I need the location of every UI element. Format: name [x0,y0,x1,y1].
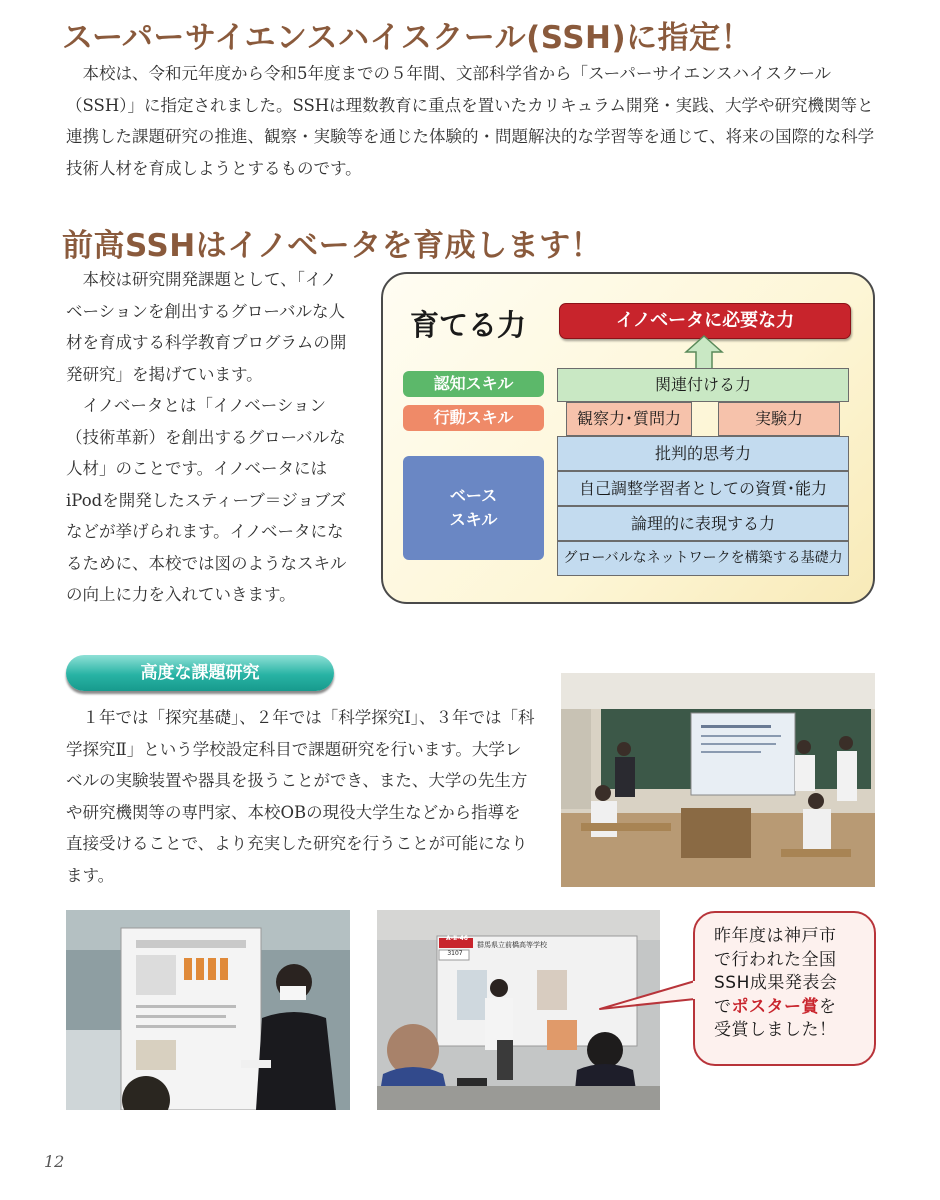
intro-text: 本校は、令和元年度から令和5年度までの５年間、文部科学省から「スーパーサイエンスハイスクール（SSH）」に指定されました。SSHは理数教育に重点を置いたカリキュラム開発・実践、大学や研究機関等と連携した課題研究の推進、観察・実験等を通じた体験的・問題解決的な学習等を通じて、将来の国際的な科学技術人材を育成しようとするものです。 [66,64,875,178]
callout-line4 [714,996,874,1020]
booth-school-name: 群馬県立前橋高等学校 [477,941,547,949]
global-network-box: グローバルなネットワークを構築する基礎力 [557,541,849,576]
callout-line5: 受賞しました！ [714,1020,837,1040]
research-paragraph [66,702,536,891]
callout-pointer [598,975,698,1015]
critical-thinking-box: 批判的思考力 [557,436,849,471]
behavior-skill-label: 行動スキル [403,405,544,431]
base-skill-line2: スキル [449,510,498,529]
award-callout [693,911,876,1066]
base-skill-label [403,456,544,560]
booth-number: A-Ⅱ-46 [446,935,468,942]
callout-line4-prefix: で [714,996,732,1017]
related-power-box: 関連付ける力 [557,368,849,402]
base-skill-line1: ベース [449,486,498,505]
advanced-research-section-label: 高度な課題研究 [66,655,334,691]
intro-paragraph [66,58,876,184]
poster-award-highlight: ポスター賞 [731,996,819,1017]
callout-seam [693,981,697,999]
callout-text [695,913,874,1043]
page-number: 12 [44,1152,65,1171]
innovator-paragraph [66,264,351,611]
observation-box: 観察力･質問力 [566,402,692,436]
cognitive-skill-label: 認知スキル [403,371,544,397]
self-regulation-box: 自己調整学習者としての資質･能力 [557,471,849,506]
classroom-presentation-photo [561,673,875,887]
innovator-text-1: 本校は研究開発課題として、「イノベーションを創出するグローバルな人材を育成する科学教育プログラムの開発研究」を掲げています。 [66,270,347,384]
callout-line3: SSH成果発表会 [714,973,838,993]
student-poster-photo [66,910,350,1110]
innovator-required-power: イノベータに必要な力 [559,303,851,339]
main-heading: スーパーサイエンスハイスクール(SSH)に指定！ [62,20,753,56]
innovator-text-2: イノベータとは「イノベーション（技術革新）を創出するグローバルな人材」のことです。イノベータにはiPodを開発したスティーブ＝ジョブズなどが挙げられます。イノベータになるために、本校では図のようなスキルの向上に力を入れていきます。 [66,396,347,604]
research-text: １年では「探究基礎」、２年では「科学探究Ⅰ」、３年では「科学探究Ⅱ」という学校設定科目で課題研究を行います。大学レベルの実験装置や器具を扱うことができ、また、大学の先生方や研究機関等の専門家、本校OBの現役大学生などから指導を直接受けることで、より充実した研究を行うことが可能になります。 [66,708,535,885]
up-arrow-icon [682,334,726,370]
logical-expression-box: 論理的に表現する力 [557,506,849,541]
callout-line1: 昨年度は神戸市 [714,926,837,946]
diagram-title: 育てる力 [410,308,527,342]
booth-code: 3107 [447,950,463,957]
innovator-heading: 前高SSHはイノベータを育成します！ [62,228,603,264]
experiment-box: 実験力 [718,402,840,436]
callout-line2: で行われた全国 [714,949,837,970]
callout-line4-suffix: を [819,996,837,1017]
